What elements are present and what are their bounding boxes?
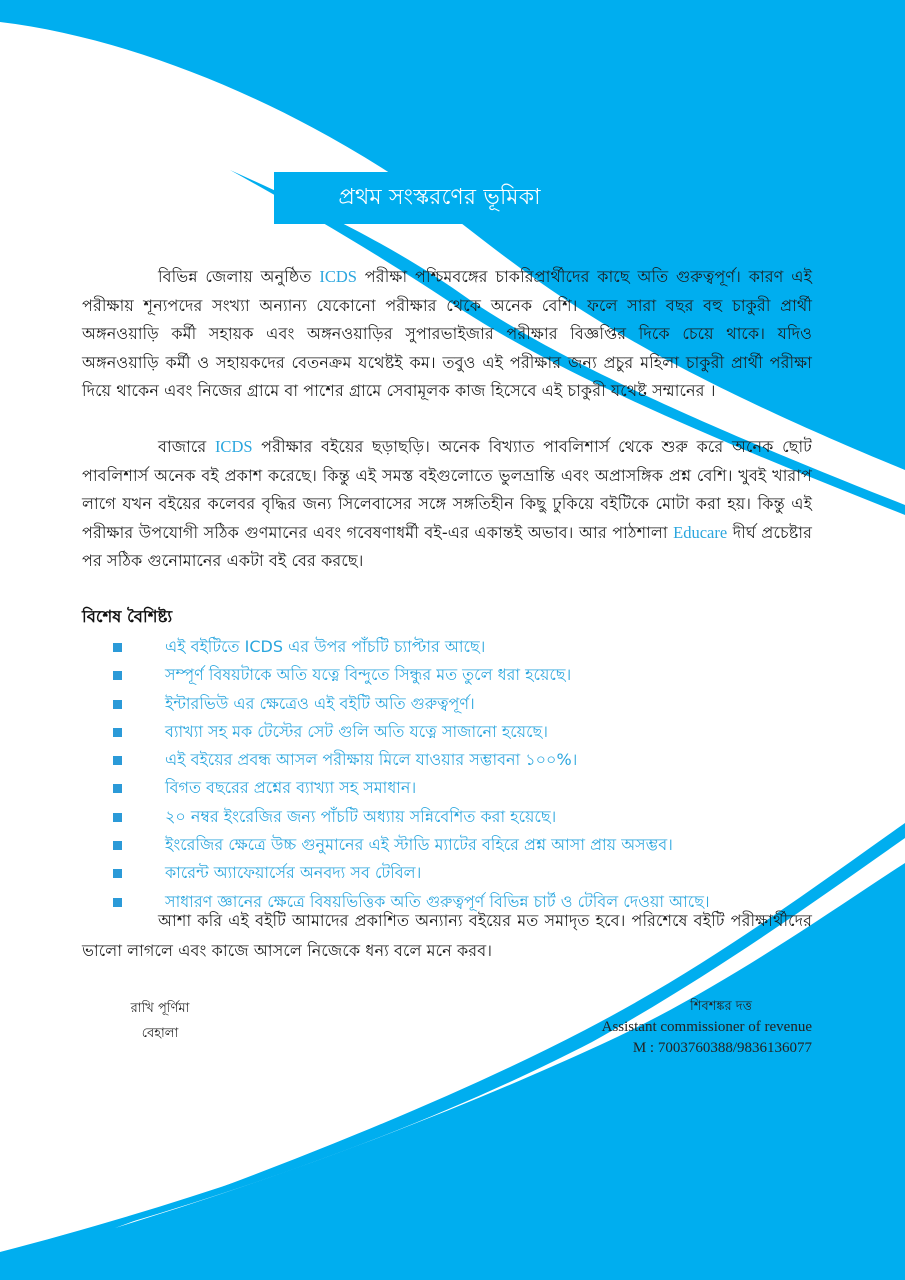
feature-item	[112, 859, 822, 887]
place: বেহালা	[141, 1026, 179, 1041]
feature-text: সাধারণ জ্ঞানের ক্ষেত্রে বিষয়ভিত্তিক অতি গুরুত্বপূর্ণ বিভিন্ন চার্ট ও টেবিল দেওয়া আছে।	[165, 891, 710, 911]
paragraph-text: বিভিন্ন জেলায় অনুষ্ঠিত	[158, 267, 320, 286]
square-bullet-icon	[113, 784, 122, 793]
feature-item	[112, 774, 822, 802]
author-phone: M : 7003760388/9836136077	[632, 1040, 812, 1056]
feature-item	[112, 803, 822, 831]
feature-text: এই বইটিতে ICDS এর উপর পাঁচটি চ্যাপ্টার আছে।	[165, 637, 486, 656]
feature-text: ২০ নম্বর ইংরেজির জন্য পাঁচটি অধ্যায় সন্নিবেশিত করা হয়েছে।	[165, 806, 557, 826]
page-title-banner	[274, 172, 605, 224]
feature-item	[112, 746, 822, 774]
intro-paragraph-1	[82, 263, 812, 406]
square-bullet-icon	[113, 671, 122, 680]
feature-item	[112, 690, 822, 718]
feature-text: ব্যাখ্যা সহ মক টেস্টের সেট গুলি অতি যত্নে সাজানো হয়েছে।	[165, 721, 548, 741]
paragraph-text: পরীক্ষার বইয়ের ছড়াছড়ি। অনেক বিখ্যাত পাবলিশার্স থেকে শুরু করে অনেক ছোট পাবলিশার্স অনেক বই প্রকাশ করেছে। কিন্তু এই সমস্ত বইগুলোতে ভুলভ্রান্তি এবং অপ্রাসঙ্গিক প্রশ্ন বেশি। খুবই খারাপ লাগে যখন বইয়ের কলেবর বৃদ্ধির জন্য সিলেবাসের সঙ্গে সঙ্গতিহীন কিছু ঢুকিয়ে বইটিকে মোটা করা হয়। কিন্তু এই পরীক্ষার উপযোগী সঠিক গুণমানের এবং গবেষণাধর্মী বই-এর একান্তই অভাব। আর পাঠশালা	[82, 437, 813, 542]
author-designation: Assistant commissioner of revenue	[601, 1019, 812, 1035]
closing-text: আশা করি এই বইটি আমাদের প্রকাশিত অন্যান্য বইয়ের মত সমাদৃত হবে। পরিশেষে বইটি পরীক্ষার্থীদের ভালো লাগলে এবং কাজে আসলে নিজেকে ধন্য বলে মনে করব।	[82, 911, 812, 960]
feature-text: কারেন্ট অ্যাফেয়ার্সের অনবদ্য সব টেবিল।	[165, 863, 422, 883]
paragraph-text: দীর্ঘ প্রচেষ্টার পর সঠিক গুনোমানের একটা বই বের করছে।	[82, 522, 812, 571]
author-name: শিবশঙ্কর দত্ত	[690, 999, 752, 1014]
paragraph-text: বাজারে	[158, 437, 215, 456]
brand-highlight: Educare	[673, 522, 728, 542]
feature-item	[112, 661, 822, 689]
signature-left	[112, 996, 208, 1046]
feature-item	[112, 633, 822, 661]
paragraph-text: পরীক্ষা পশ্চিমবঙ্গের চাকরিপ্রার্থীদের কাছে অতি গুরুত্বপূর্ণ। কারণ এই পরীক্ষায় শূন্যপদের সংখ্যা অন্যান্য যেকোনো পরীক্ষার থেকে অনেক বেশি। ফলে সারা বছর বহু চাকুরী প্রার্থী অঙ্গনওয়াড়ি কর্মী সহায়ক এবং অঙ্গনওয়াড়ির সুপারভাইজার পরীক্ষার বিজ্ঞপ্তির দিকে চেয়ে থাকে। যদিও অঙ্গনওয়াড়ি কর্মী ও সহায়কদের বেতনক্রম যথেষ্টই কম। তবুও এই পরীক্ষার জন্য প্রচুর মহিলা চাকুরী প্রার্থী পরীক্ষা দিয়ে থাকেন এবং নিজের গ্রামে বা পাশের গ্রামে সেবামূলক কাজ হিসেবে এই চাকুরী যথেষ্ট সম্মানের ।	[82, 267, 813, 401]
square-bullet-icon	[113, 756, 122, 765]
features-heading: বিশেষ বৈশিষ্ট্য	[82, 607, 173, 626]
square-bullet-icon	[113, 841, 122, 850]
feature-text: ইন্টারভিউ এর ক্ষেত্রেও এই বইটি অতি গুরুত্বপূর্ণ।	[165, 693, 475, 713]
square-bullet-icon	[113, 813, 122, 822]
closing-paragraph	[82, 906, 812, 966]
square-bullet-icon	[113, 700, 122, 709]
feature-text: ইংরেজির ক্ষেত্রে উচ্চ গুনুমানের এই স্টাডি ম্যাটের বহিরে প্রশ্ন আসা প্রায় অসম্ভব।	[165, 835, 673, 855]
occasion: রাখি পূর্ণিমা	[130, 1001, 190, 1016]
signature-right	[560, 996, 812, 1059]
page-title: প্রথম সংস্করণের ভূমিকা	[338, 184, 541, 210]
acronym-highlight: ICDS	[319, 267, 357, 286]
acronym-highlight: ICDS	[214, 437, 253, 456]
feature-text: এই বইয়ের প্রবন্ধ আসল পরীক্ষায় মিলে যাওয়ার সম্ভাবনা ১০০%।	[165, 750, 578, 770]
feature-text: সম্পূর্ণ বিষয়টাকে অতি যত্নে বিন্দুতে সিন্ধুর মত তুলে ধরা হয়েছে।	[165, 665, 572, 685]
square-bullet-icon	[113, 728, 122, 737]
features-list	[112, 633, 822, 916]
square-bullet-icon	[113, 869, 122, 878]
feature-text: বিগত বছরের প্রশ্নের ব্যাখ্যা সহ সমাধান।	[165, 778, 417, 798]
square-bullet-icon	[113, 643, 122, 652]
intro-paragraph-2	[82, 433, 812, 576]
feature-item	[112, 718, 822, 746]
feature-item	[112, 831, 822, 859]
